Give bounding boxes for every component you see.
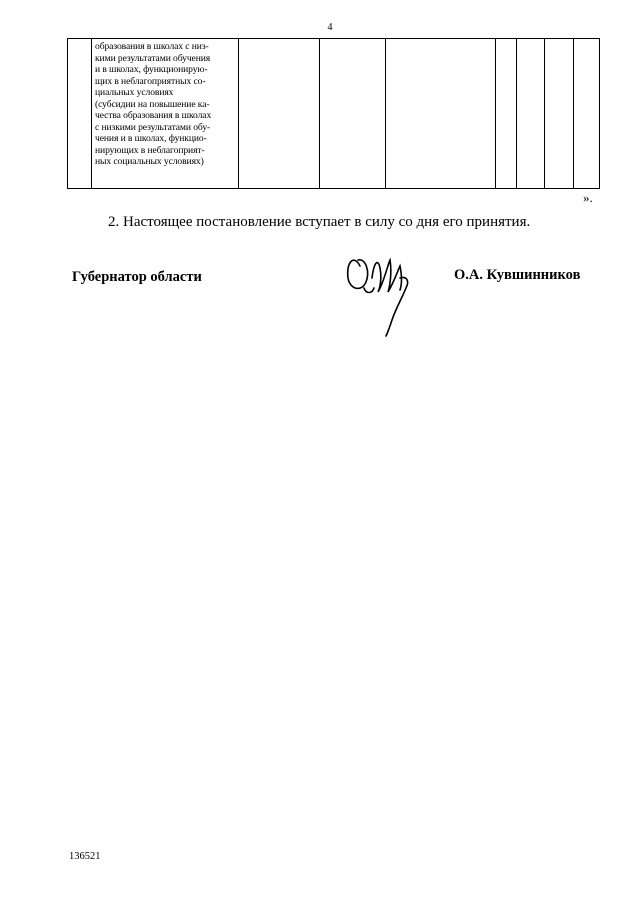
page-number: 4 — [327, 22, 333, 33]
table-cell — [574, 39, 600, 189]
description-line: (субсидии на повышение ка- — [95, 98, 210, 110]
signatory-name: О.А. Кувшинников — [454, 267, 581, 283]
table-cell — [239, 39, 320, 189]
description-line: и в школах, функционирую- — [95, 64, 208, 75]
description-text — [92, 39, 238, 168]
description-line: с низкими результатами обу- — [95, 121, 211, 133]
document-number: 136521 — [69, 851, 101, 862]
description-line: чества образования в школах — [95, 110, 212, 121]
description-line: кими результатами обучения — [95, 52, 211, 64]
description-line: циальных условиях — [95, 87, 174, 98]
paragraph-2: 2. Настоящее постановление вступает в силу со дня его принятия. — [108, 214, 531, 230]
description-line: ных социальных условиях) — [95, 156, 204, 167]
description-line: чения и в школах, функцио- — [95, 133, 207, 144]
table-cell — [386, 39, 496, 189]
description-line: щих в неблагоприятных со- — [95, 75, 206, 87]
table-cell-number — [68, 39, 92, 189]
signatory-title: Губернатор области — [72, 269, 202, 285]
table-row — [68, 39, 600, 189]
description-line: нирующих в неблагоприят- — [95, 144, 205, 156]
table-continuation — [67, 38, 600, 189]
closing-quote: ». — [583, 190, 593, 205]
table-cell — [517, 39, 545, 189]
table-cell — [496, 39, 517, 189]
table-cell-description — [92, 39, 239, 189]
description-line: образования в школах с низ- — [95, 41, 209, 52]
table-cell — [320, 39, 386, 189]
table-cell — [545, 39, 574, 189]
handwritten-signature — [344, 248, 416, 338]
